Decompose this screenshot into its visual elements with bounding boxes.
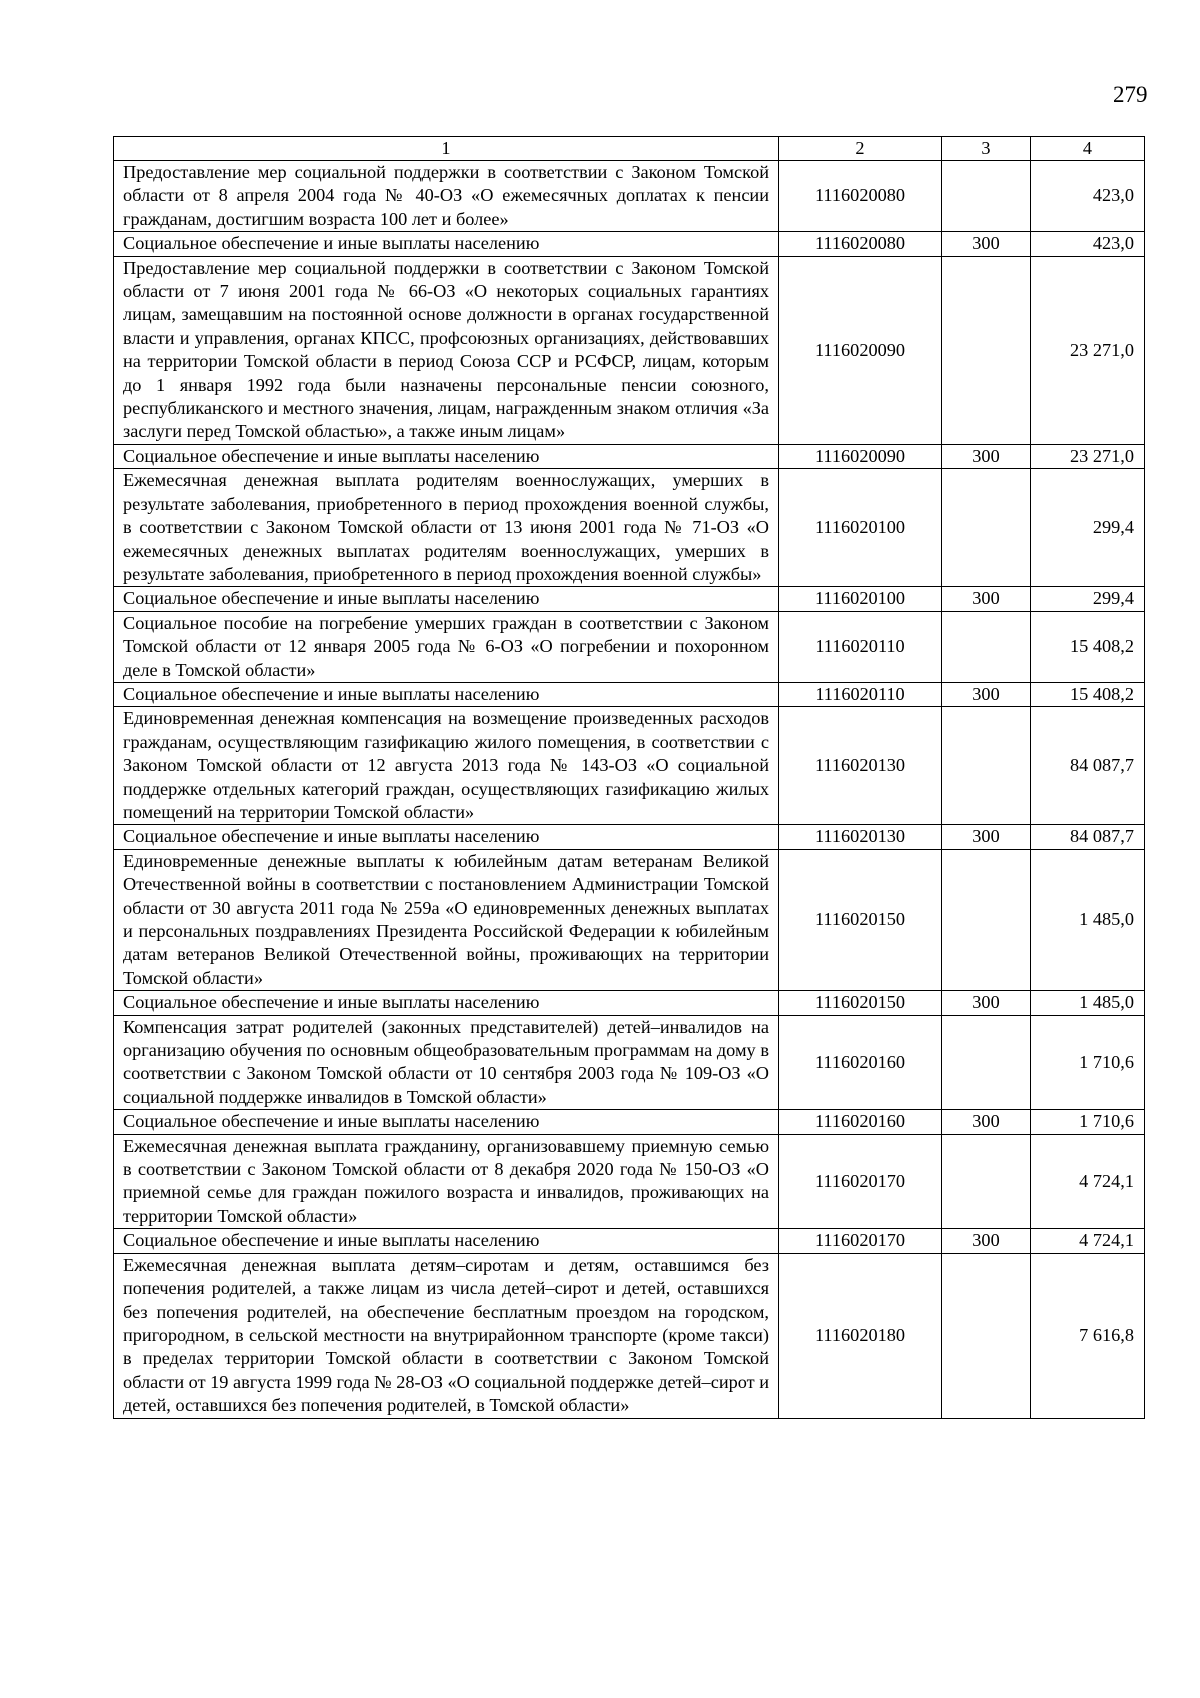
table-row [114,444,1145,468]
row-expense-type-cell: 300 [942,232,1031,256]
column-header-4: 4 [1031,137,1145,161]
row-code-cell: 1116020090 [779,256,942,444]
row-amount-cell: 15 408,2 [1031,611,1145,682]
table-row [114,707,1145,825]
row-code-cell: 1116020080 [779,232,942,256]
row-code-cell: 1116020100 [779,469,942,587]
row-expense-type-cell: 300 [942,991,1031,1015]
row-code-cell: 1116020150 [779,849,942,990]
row-amount-cell: 1 485,0 [1031,849,1145,990]
table-row [114,849,1145,990]
row-code-cell: 1116020130 [779,825,942,849]
table-row [114,232,1145,256]
row-name-cell: Социальное обеспечение и иные выплаты населению [114,682,779,706]
column-header-3: 3 [942,137,1031,161]
row-amount-cell: 1 485,0 [1031,991,1145,1015]
row-name-cell: Социальное обеспечение и иные выплаты населению [114,444,779,468]
row-name-cell: Ежемесячная денежная выплата гражданину, организовавшему приемную семью в соответствии с Законом Томской области от 8 декабря 2020 года № 150-ОЗ «О приемной семье для граждан пожилого возраста и инвалидов, проживающих на территории Томской области» [114,1134,779,1229]
row-amount-cell: 1 710,6 [1031,1110,1145,1134]
row-amount-cell: 423,0 [1031,232,1145,256]
row-expense-type-cell [942,256,1031,444]
row-name-cell: Социальное пособие на погребение умерших граждан в соответствии с Законом Томской области от 12 января 2005 года № 6-ОЗ «О погребении и похоронном деле в Томской области» [114,611,779,682]
row-code-cell: 1116020130 [779,707,942,825]
table-row [114,1253,1145,1418]
row-expense-type-cell [942,1253,1031,1418]
row-amount-cell: 84 087,7 [1031,825,1145,849]
row-code-cell: 1116020110 [779,611,942,682]
row-amount-cell: 423,0 [1031,161,1145,232]
row-code-cell: 1116020100 [779,587,942,611]
table-row [114,587,1145,611]
row-amount-cell: 4 724,1 [1031,1229,1145,1253]
row-amount-cell: 15 408,2 [1031,682,1145,706]
row-amount-cell: 299,4 [1031,587,1145,611]
page-number: 279 [1113,82,1148,107]
table-header-row [114,137,1145,161]
row-code-cell: 1116020170 [779,1134,942,1229]
row-code-cell: 1116020170 [779,1229,942,1253]
row-name-cell: Предоставление мер социальной поддержки в соответствии с Законом Томской области от 7 июня 2001 года № 66-ОЗ «О некоторых социальных гарантиях лицам, замещавшим на постоянной основе должности в органах государственной власти и управления, органах КПСС, профсоюзных организациях, действовавших на территории Томской области в период Союза ССР и РСФСР, лицам, которым до 1 января 1992 года были назначены персональные пенсии союзного, республиканского и местного значения, лицам, награжденным знаком отличия «За заслуги перед Томской областью», а также иным лицам» [114,256,779,444]
budget-table [113,136,1145,1419]
column-header-2: 2 [779,137,942,161]
column-header-1: 1 [114,137,779,161]
row-expense-type-cell: 300 [942,1229,1031,1253]
row-expense-type-cell: 300 [942,825,1031,849]
table-row [114,1229,1145,1253]
row-name-cell: Единовременные денежные выплаты к юбилейным датам ветеранам Великой Отечественной войны в соответствии с постановлением Администрации Томской области от 30 августа 2011 года № 259а «О единовременных денежных выплатах и персональных поздравлениях Президента Российской Федерации к юбилейным датам ветеранов Великой Отечественной войны, проживающих на территории Томской области» [114,849,779,990]
row-name-cell: Социальное обеспечение и иные выплаты населению [114,587,779,611]
table-row [114,1015,1145,1110]
row-name-cell: Предоставление мер социальной поддержки в соответствии с Законом Томской области от 8 апреля 2004 года № 40-ОЗ «О ежемесячных доплатах к пенсии гражданам, достигшим возраста 100 лет и более» [114,161,779,232]
table-row [114,161,1145,232]
row-expense-type-cell [942,611,1031,682]
row-amount-cell: 84 087,7 [1031,707,1145,825]
row-amount-cell: 1 710,6 [1031,1015,1145,1110]
row-code-cell: 1116020110 [779,682,942,706]
table-row [114,611,1145,682]
table-row [114,469,1145,587]
row-name-cell: Ежемесячная денежная выплата родителям военнослужащих, умерших в результате заболевания, приобретенного в период прохождения военной службы, в соответствии с Законом Томской области от 13 июня 2001 года № 71-ОЗ «О ежемесячных денежных выплатах родителям военнослужащих, умерших в результате заболевания, приобретенного в период прохождения военной службы» [114,469,779,587]
row-name-cell: Компенсация затрат родителей (законных представителей) детей–инвалидов на организацию обучения по основным общеобразовательным программам на дому в соответствии с Законом Томской области от 10 сентября 2003 года № 109-ОЗ «О социальной поддержке инвалидов в Томской области» [114,1015,779,1110]
table-row [114,682,1145,706]
row-expense-type-cell [942,707,1031,825]
row-amount-cell: 23 271,0 [1031,444,1145,468]
row-name-cell: Социальное обеспечение и иные выплаты населению [114,825,779,849]
row-code-cell: 1116020180 [779,1253,942,1418]
row-expense-type-cell [942,1134,1031,1229]
row-name-cell: Социальное обеспечение и иные выплаты населению [114,1229,779,1253]
row-name-cell: Социальное обеспечение и иные выплаты населению [114,232,779,256]
row-amount-cell: 299,4 [1031,469,1145,587]
row-name-cell: Социальное обеспечение и иные выплаты населению [114,991,779,1015]
table-row [114,1110,1145,1134]
row-expense-type-cell: 300 [942,444,1031,468]
table-row [114,1134,1145,1229]
row-name-cell: Единовременная денежная компенсация на возмещение произведенных расходов гражданам, осуществляющим газификацию жилого помещения, в соответствии с Законом Томской области от 12 августа 2013 года № 143-ОЗ «О социальной поддержке отдельных категорий граждан, осуществляющих газификацию жилых помещений на территории Томской области» [114,707,779,825]
row-expense-type-cell: 300 [942,682,1031,706]
row-amount-cell: 23 271,0 [1031,256,1145,444]
row-amount-cell: 7 616,8 [1031,1253,1145,1418]
row-name-cell: Ежемесячная денежная выплата детям–сиротам и детям, оставшимся без попечения родителей, а также лицам из числа детей–сирот и детей, оставшихся без попечения родителей, на обеспечение бесплатным проездом на городском, пригородном, в сельской местности на внутрирайонном транспорте (кроме такси) в пределах территории Томской области в соответствии с Законом Томской области от 19 августа 1999 года № 28-ОЗ «О социальной поддержке детей–сирот и детей, оставшихся без попечения родителей, в Томской области» [114,1253,779,1418]
row-expense-type-cell: 300 [942,1110,1031,1134]
row-code-cell: 1116020150 [779,991,942,1015]
row-expense-type-cell [942,161,1031,232]
table-row [114,256,1145,444]
row-expense-type-cell: 300 [942,587,1031,611]
row-name-cell: Социальное обеспечение и иные выплаты населению [114,1110,779,1134]
row-expense-type-cell [942,1015,1031,1110]
row-expense-type-cell [942,469,1031,587]
row-amount-cell: 4 724,1 [1031,1134,1145,1229]
table-row [114,991,1145,1015]
budget-table-body [114,137,1145,1419]
row-expense-type-cell [942,849,1031,990]
table-row [114,825,1145,849]
row-code-cell: 1116020080 [779,161,942,232]
row-code-cell: 1116020160 [779,1015,942,1110]
row-code-cell: 1116020090 [779,444,942,468]
row-code-cell: 1116020160 [779,1110,942,1134]
